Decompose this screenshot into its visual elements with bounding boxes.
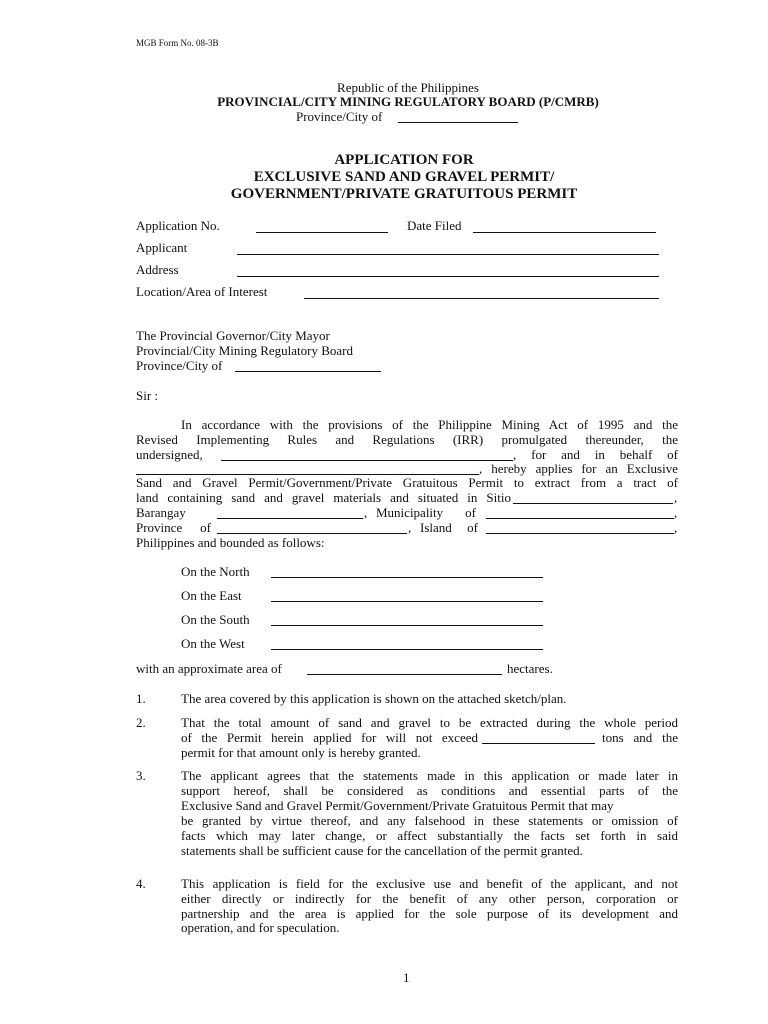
date-filed-field[interactable] [473,232,656,233]
east-label: On the East [181,588,242,603]
area-field[interactable] [307,674,502,675]
addressee-province-field[interactable] [235,371,381,372]
sitio-comma: , [674,490,678,505]
item-text: statements shall be sufficient cause for the cancellation of the permit granted. [181,843,583,858]
title-line-2: EXCLUSIVE SAND AND GRAVEL PERMIT/ [253,169,555,185]
east-field[interactable] [271,601,543,602]
date-filed-label: Date Filed [407,218,462,233]
province-label: Province of [136,520,211,535]
item-text: The area covered by this application is shown on the attached sketch/plan. [181,691,567,706]
item-text: support hereof, shall be considered as conditions and essential parts of the [181,783,678,798]
applicant-label: Applicant [136,240,188,255]
item-text: operation, and for speculation. [181,920,340,935]
body-hereby: , hereby applies for an Exclusive [479,461,678,476]
item-text: either directly or indirectly for the benefit of any other person, corporation or [181,891,678,906]
body-line-5: Sand and Gravel Permit/Government/Private Gratuitous Permit to extract from a tract of [136,475,678,490]
island-field[interactable] [486,533,674,534]
north-field[interactable] [271,577,543,578]
item-number: 1. [136,691,146,706]
item-text: be granted by virtue thereof, and any falsehood in these statements or omission of [181,813,678,828]
municipality-comma: , [674,505,678,520]
title-line-3: GOVERNMENT/PRIVATE GRATUITOUS PERMIT [230,186,578,202]
applicant-field[interactable] [237,254,659,255]
item-text: of the Permit herein applied for will not exceed [181,730,478,745]
application-no-field[interactable] [256,232,388,233]
item-text: partnership and the area is applied for the sole purpose of its development and [181,906,678,921]
body-sitio: land containing sand and gravel materials and situated in Sitio [136,490,511,505]
province-field[interactable] [217,533,407,534]
item-number: 4. [136,876,146,891]
addressee-line-1: The Provincial Governor/City Mayor [136,328,330,343]
body-line-2: Revised Implementing Rules and Regulations (IRR) promulgated thereunder, the [136,432,678,447]
form-number: MGB Form No. 08-3B [136,38,219,48]
barangay-field[interactable] [217,518,363,519]
undersigned-field[interactable] [221,460,513,461]
addressee-line-2: Provincial/City Mining Regulatory Board [136,343,354,358]
body-undersigned: undersigned, [136,447,203,462]
item-number: 3. [136,768,146,783]
west-label: On the West [181,636,245,651]
municipality-field[interactable] [486,518,674,519]
header-board: PROVINCIAL/CITY MINING REGULATORY BOARD (P/CMRB) [217,94,599,109]
south-label: On the South [181,612,250,627]
north-label: On the North [181,564,250,579]
municipality-label: Municipality of [376,505,476,520]
west-field[interactable] [271,649,543,650]
island-label: Island of [420,520,478,535]
header-republic: Republic of the Philippines [337,80,479,95]
header-province-blank[interactable] [398,122,518,123]
barangay-label: Barangay [136,505,186,520]
south-field[interactable] [271,625,543,626]
barangay-comma: , [364,505,368,520]
item-text: permit for that amount only is hereby granted. [181,745,421,760]
body-behalf: , for and in behalf of [513,447,678,462]
island-comma: , [674,520,678,535]
salutation: Sir : [136,388,159,403]
item-text: Exclusive Sand and Gravel Permit/Government/Private Gratuitous Permit that may [181,798,614,813]
location-field[interactable] [304,298,659,299]
sitio-field[interactable] [513,503,673,504]
page-number: 1 [403,970,410,985]
item-text: tons and the [602,730,678,745]
area-unit: hectares. [507,661,553,676]
item-text: facts which may later change, or affect substantially the facts set forth in said [181,828,678,843]
area-label: with an approximate area of [136,661,282,676]
body-line-1: In accordance with the provisions of the Philippine Mining Act of 1995 and the [181,417,678,432]
province-comma: , [408,520,412,535]
address-field[interactable] [237,276,659,277]
item-text: This application is field for the exclusive use and benefit of the applicant, and not [181,876,678,891]
location-label: Location/Area of Interest [136,284,268,299]
body-bounded: Philippines and bounded as follows: [136,535,325,550]
item-text: That the total amount of sand and gravel to be extracted during the whole period [181,715,678,730]
tons-field[interactable] [482,743,595,744]
item-text: The applicant agrees that the statements made in this application or made later in [181,768,678,783]
header-province-label: Province/City of [296,109,383,124]
addressee-line-3: Province/City of [136,358,223,373]
application-no-label: Application No. [136,218,220,233]
address-label: Address [136,262,179,277]
item-number: 2. [136,715,146,730]
title-line-1: APPLICATION FOR [334,152,474,168]
